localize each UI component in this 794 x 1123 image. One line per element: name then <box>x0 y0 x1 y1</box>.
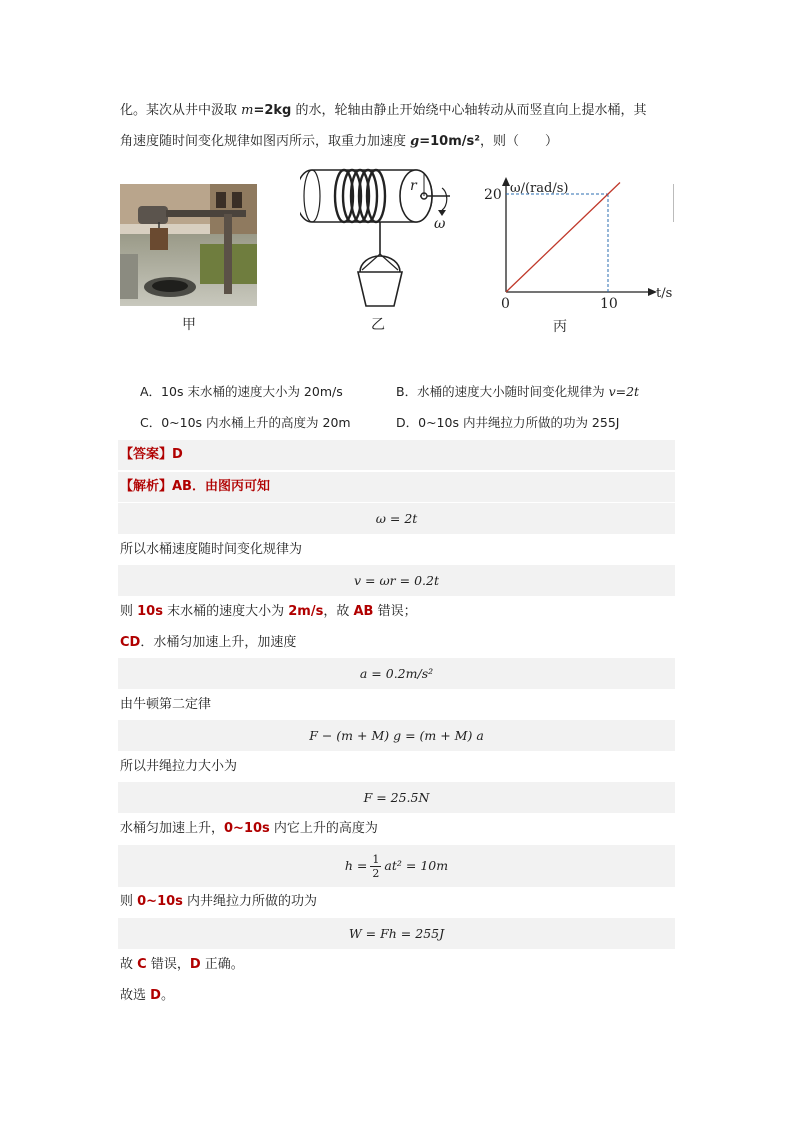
analysis-text-4: CD．水桶匀加速上升，加速度 <box>120 635 297 650</box>
analysis-text-9: 故 C 错误，D 正确。 <box>120 957 244 972</box>
graph-x-label: t/s <box>656 286 673 301</box>
well-photo-illustration <box>120 184 257 306</box>
option-a: A．10s 末水桶的速度大小为 20m/s <box>140 384 343 399</box>
fraction-half: $\frac{1}{2}$ <box>372 852 380 880</box>
equation-work: W = Fh = 255J <box>118 918 675 949</box>
analysis-text-2: 所以水桶速度随时间变化规律为 <box>120 542 303 557</box>
option-c: C．0~10s 内水桶上升的高度为 20m <box>140 415 351 430</box>
omega-time-graph <box>480 174 680 314</box>
graph-y-tick-20: 20 <box>484 187 502 203</box>
equation-velocity: v = ωr = 0.2t <box>118 565 675 596</box>
radius-label: r <box>410 178 417 194</box>
analysis-text-3: 则 10s 末水桶的速度大小为 2m/s，故 AB 错误； <box>120 604 417 619</box>
analysis-text-7: 水桶匀加速上升，0~10s 内它上升的高度为 <box>120 821 378 836</box>
figure-yi-caption: 乙 <box>371 317 385 333</box>
figure-edge-mark <box>673 184 674 222</box>
answer-label: 【答案】D <box>120 447 183 462</box>
analysis-label: 【解析】AB．由图丙可知 <box>120 479 270 494</box>
equation-newton: F − (m + M) g = (m + M) a <box>118 720 675 751</box>
equation-omega: ω = 2t <box>118 503 675 534</box>
figure-jia-caption: 甲 <box>182 317 196 333</box>
analysis-text-10: 故选 D。 <box>120 988 174 1003</box>
analysis-text-5: 由牛顿第二定律 <box>120 697 212 712</box>
graph-y-arrow <box>502 177 510 186</box>
figure-bing-caption: 丙 <box>553 319 567 335</box>
answer-band <box>118 440 675 470</box>
question-line-2: 角速度随时间变化规律如图丙所示，取重力加速度 g=10m/s²，则（ ） <box>120 134 558 149</box>
equation-height: h = $\frac{1}{2}$ at² = 10m <box>118 845 675 887</box>
option-d: D．0~10s 内井绳拉力所做的功为 255J <box>396 415 620 430</box>
equation-acceleration: a = 0.2m/s² <box>118 658 675 689</box>
graph-data-line <box>506 182 620 292</box>
graph-y-label: ω/(rad/s) <box>510 181 569 196</box>
question-line-1: 化。某次从井中汲取 m=2kg 的水，轮轴由静止开始绕中心轴转动从而竖直向上提水桶，其 <box>120 103 647 118</box>
omega-label: ω <box>434 216 446 232</box>
analysis-text-8: 则 0~10s 内井绳拉力所做的功为 <box>120 894 318 909</box>
windlass-diagram <box>300 166 460 314</box>
option-b: B．水桶的速度大小随时间变化规律为 v=2t <box>396 384 640 399</box>
equation-force: F = 25.5N <box>118 782 675 813</box>
analysis-text-6: 所以井绳拉力大小为 <box>120 759 238 774</box>
graph-origin-label: 0 <box>501 296 510 312</box>
graph-x-tick-10: 10 <box>600 296 618 312</box>
